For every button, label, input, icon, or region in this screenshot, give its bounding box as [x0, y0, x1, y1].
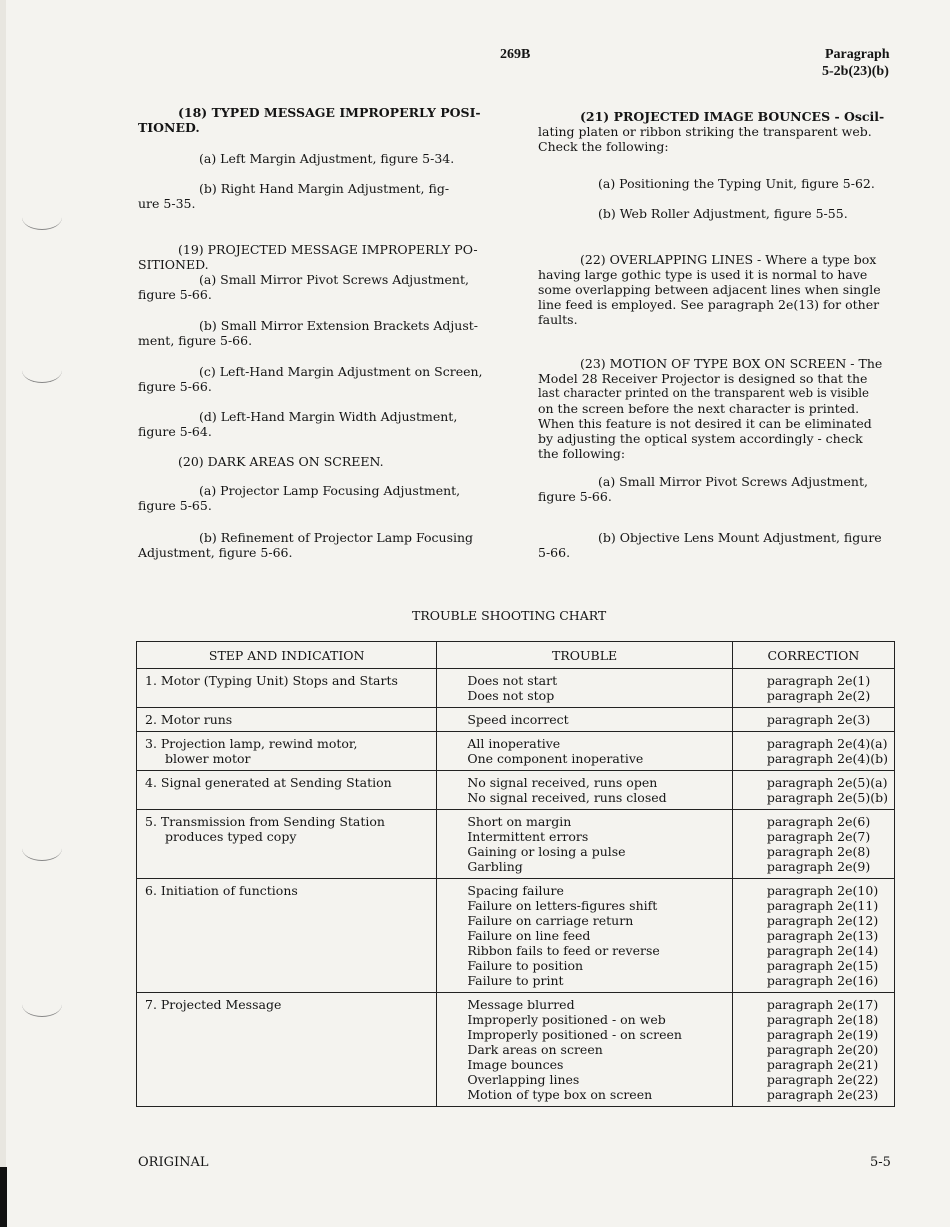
- step-cell: [137, 732, 437, 771]
- p19-item-c-cont: figure 5-66.: [138, 379, 212, 394]
- correction-cell-line: paragraph 2e(7): [766, 829, 871, 844]
- trouble-cell-line: Failure on line feed: [467, 928, 591, 943]
- trouble-cell-line: All inoperative: [467, 736, 561, 751]
- correction-cell-line: paragraph 2e(11): [766, 898, 879, 913]
- step-cell-line: 5. Transmission from Sending Station: [145, 814, 385, 829]
- trouble-cell-line: Dark areas on screen: [467, 1042, 603, 1057]
- correction-cell-line: paragraph 2e(5)(b): [766, 790, 888, 805]
- p23-line6: by adjusting the optical system accordingly - check: [538, 431, 863, 446]
- trouble-cell-line: Image bounces: [467, 1057, 564, 1072]
- p19-item-b-cont: ment, figure 5-66.: [138, 333, 253, 348]
- p18-item-a: (a) Left Margin Adjustment, figure 5-34.: [199, 151, 455, 166]
- correction-cell: [732, 771, 894, 810]
- p22-line2: having large gothic type is used it is normal to have: [538, 267, 868, 282]
- table-row: [137, 771, 895, 810]
- p21-item-b: (b) Web Roller Adjustment, figure 5-55.: [598, 206, 848, 221]
- trouble-cell-line: Short on margin: [467, 814, 572, 829]
- p19-item-d-cont: figure 5-64.: [138, 424, 212, 439]
- correction-cell-line: paragraph 2e(6): [766, 814, 871, 829]
- trouble-cell-line: Message blurred: [467, 997, 575, 1012]
- trouble-cell-line: Garbling: [467, 859, 523, 874]
- p19-item-a: (a) Small Mirror Pivot Screws Adjustment,: [199, 272, 469, 287]
- p23-heading: (23) MOTION OF TYPE BOX ON SCREEN - The: [580, 356, 883, 371]
- trouble-cell-line: Speed incorrect: [467, 712, 569, 727]
- trouble-cell-line: Failure on carriage return: [467, 913, 634, 928]
- correction-cell-line: paragraph 2e(2): [766, 688, 871, 703]
- correction-cell-line: paragraph 2e(4)(b): [766, 751, 888, 766]
- p23-line7: the following:: [538, 446, 626, 461]
- p19-heading-cont: SITIONED.: [138, 257, 209, 272]
- correction-cell-line: paragraph 2e(19): [766, 1027, 879, 1042]
- trouble-cell-line: Failure to print: [467, 973, 564, 988]
- p19-item-d: (d) Left-Hand Margin Width Adjustment,: [199, 409, 458, 424]
- correction-cell-line: paragraph 2e(9): [766, 859, 871, 874]
- p23-item-a: (a) Small Mirror Pivot Screws Adjustment,: [598, 474, 868, 489]
- p23-line3: last character printed on the transparent web is visible: [538, 386, 869, 400]
- trouble-cell-line: Overlapping lines: [467, 1072, 580, 1087]
- table-header-row: [137, 642, 895, 669]
- correction-cell-line: paragraph 2e(14): [766, 943, 879, 958]
- step-cell-line: 2. Motor runs: [145, 712, 233, 727]
- trouble-cell-line: No signal received, runs closed: [467, 790, 667, 805]
- p20-item-b-cont: Adjustment, figure 5-66.: [138, 545, 293, 560]
- step-cell: [137, 993, 437, 1107]
- col-header-trouble: TROUBLE: [437, 642, 733, 669]
- p18-item-b: (b) Right Hand Margin Adjustment, fig-: [199, 181, 450, 196]
- step-cell: [137, 879, 437, 993]
- correction-cell-line: paragraph 2e(17): [766, 997, 879, 1012]
- trouble-cell: [437, 771, 733, 810]
- correction-cell-line: paragraph 2e(13): [766, 928, 879, 943]
- correction-cell-line: paragraph 2e(22): [766, 1072, 879, 1087]
- p20-item-a: (a) Projector Lamp Focusing Adjustment,: [199, 483, 461, 498]
- footer-page-number: 5-5: [870, 1155, 891, 1170]
- trouble-cell-line: Improperly positioned - on web: [467, 1012, 666, 1027]
- p23-line4: on the screen before the next character is printed.: [538, 401, 860, 416]
- correction-cell-line: paragraph 2e(1): [766, 673, 871, 688]
- trouble-cell-line: Failure on letters-figures shift: [467, 898, 658, 913]
- p23-item-b: (b) Objective Lens Mount Adjustment, figure: [598, 530, 882, 545]
- p23-item-a-cont: figure 5-66.: [538, 489, 612, 504]
- p20-item-a-cont: figure 5-65.: [138, 498, 212, 513]
- table-row: [137, 879, 895, 993]
- step-cell-line: 1. Motor (Typing Unit) Stops and Starts: [145, 673, 398, 688]
- table-row: [137, 732, 895, 771]
- p18-item-b-cont: ure 5-35.: [138, 196, 196, 211]
- p22-line4: line feed is employed. See paragraph 2e(13) for other: [538, 297, 880, 312]
- col-header-step: STEP AND INDICATION: [137, 642, 437, 669]
- table-row: [137, 708, 895, 732]
- trouble-shooting-table: [136, 641, 895, 1107]
- paragraph-ref: 5-2b(23)(b): [822, 64, 889, 79]
- p20-item-b: (b) Refinement of Projector Lamp Focusing: [199, 530, 474, 545]
- table-row: [137, 993, 895, 1107]
- doc-number: 269B: [500, 47, 531, 62]
- trouble-cell: [437, 879, 733, 993]
- punch-hole-mark: [22, 992, 62, 1017]
- trouble-cell: [437, 732, 733, 771]
- trouble-cell: [437, 993, 733, 1107]
- correction-cell: [732, 879, 894, 993]
- p23-item-b-cont: 5-66.: [538, 545, 571, 560]
- footer-original: ORIGINAL: [138, 1155, 209, 1170]
- trouble-cell-line: Gaining or losing a pulse: [467, 844, 626, 859]
- paragraph-label: Paragraph: [825, 47, 890, 62]
- correction-cell: [732, 810, 894, 879]
- trouble-cell-line: Failure to position: [467, 958, 584, 973]
- p22-heading: (22) OVERLAPPING LINES - Where a type box: [580, 252, 877, 267]
- col-header-correction: CORRECTION: [732, 642, 894, 669]
- p23-line2: Model 28 Receiver Projector is designed so that the: [538, 371, 868, 386]
- trouble-cell-line: Improperly positioned - on screen: [467, 1027, 682, 1042]
- correction-cell: [732, 669, 894, 708]
- punch-hole-mark: [22, 836, 62, 861]
- trouble-cell-line: Does not start: [467, 673, 558, 688]
- trouble-cell: [437, 669, 733, 708]
- p19-item-c: (c) Left-Hand Margin Adjustment on Screen,: [199, 364, 483, 379]
- correction-cell-line: paragraph 2e(18): [766, 1012, 879, 1027]
- step-cell: [137, 810, 437, 879]
- p22-line5: faults.: [538, 312, 578, 327]
- trouble-cell: [437, 708, 733, 732]
- step-cell-line: 7. Projected Message: [145, 997, 282, 1012]
- correction-cell-line: paragraph 2e(4)(a): [766, 736, 888, 751]
- correction-cell-line: paragraph 2e(23): [766, 1087, 879, 1102]
- p21-line3: Check the following:: [538, 139, 669, 154]
- trouble-cell-line: Ribbon fails to feed or reverse: [467, 943, 660, 958]
- trouble-cell-line: One component inoperative: [467, 751, 644, 766]
- correction-cell: [732, 732, 894, 771]
- step-cell-line: blower motor: [165, 751, 251, 766]
- p18-heading: (18) TYPED MESSAGE IMPROPERLY POSI-: [178, 105, 481, 120]
- trouble-cell: [437, 810, 733, 879]
- binding-edge: [0, 1167, 7, 1227]
- p21-line2: lating platen or ribbon striking the transparent web.: [538, 124, 872, 139]
- trouble-cell-line: Spacing failure: [467, 883, 564, 898]
- table-body: [137, 669, 895, 1107]
- correction-cell-line: paragraph 2e(16): [766, 973, 879, 988]
- p21-item-a: (a) Positioning the Typing Unit, figure 5-62.: [598, 176, 875, 191]
- step-cell-line: 4. Signal generated at Sending Station: [145, 775, 392, 790]
- trouble-cell-line: Does not stop: [467, 688, 555, 703]
- correction-cell-line: paragraph 2e(20): [766, 1042, 879, 1057]
- correction-cell-line: paragraph 2e(5)(a): [766, 775, 888, 790]
- punch-hole-mark: [22, 358, 62, 383]
- correction-cell-line: paragraph 2e(15): [766, 958, 879, 973]
- correction-cell: [732, 708, 894, 732]
- step-cell: [137, 708, 437, 732]
- p19-item-b: (b) Small Mirror Extension Brackets Adjust-: [199, 318, 479, 333]
- correction-cell: [732, 993, 894, 1107]
- correction-cell-line: paragraph 2e(8): [766, 844, 871, 859]
- p18-heading-cont: TIONED.: [138, 120, 200, 135]
- chart-title: TROUBLE SHOOTING CHART: [412, 608, 607, 623]
- step-cell-line: 6. Initiation of functions: [145, 883, 298, 898]
- p21-heading: (21) PROJECTED IMAGE BOUNCES - Oscil-: [580, 109, 885, 124]
- trouble-cell-line: No signal received, runs open: [467, 775, 658, 790]
- trouble-cell-line: Intermittent errors: [467, 829, 589, 844]
- table-row: [137, 810, 895, 879]
- correction-cell-line: paragraph 2e(10): [766, 883, 879, 898]
- step-cell-line: produces typed copy: [165, 829, 297, 844]
- trouble-cell-line: Motion of type box on screen: [467, 1087, 653, 1102]
- step-cell-line: 3. Projection lamp, rewind motor,: [145, 736, 358, 751]
- punch-hole-mark: [22, 205, 62, 230]
- p20-heading: (20) DARK AREAS ON SCREEN.: [178, 454, 384, 469]
- step-cell: [137, 771, 437, 810]
- p19-heading: (19) PROJECTED MESSAGE IMPROPERLY PO-: [178, 242, 478, 257]
- correction-cell-line: paragraph 2e(3): [766, 712, 871, 727]
- p23-line5: When this feature is not desired it can be eliminated: [538, 416, 872, 431]
- p19-item-a-cont: figure 5-66.: [138, 287, 212, 302]
- table-row: [137, 669, 895, 708]
- step-cell: [137, 669, 437, 708]
- scan-edge: [0, 0, 6, 1227]
- correction-cell-line: paragraph 2e(12): [766, 913, 879, 928]
- correction-cell-line: paragraph 2e(21): [766, 1057, 879, 1072]
- p22-line3: some overlapping between adjacent lines when single: [538, 282, 881, 297]
